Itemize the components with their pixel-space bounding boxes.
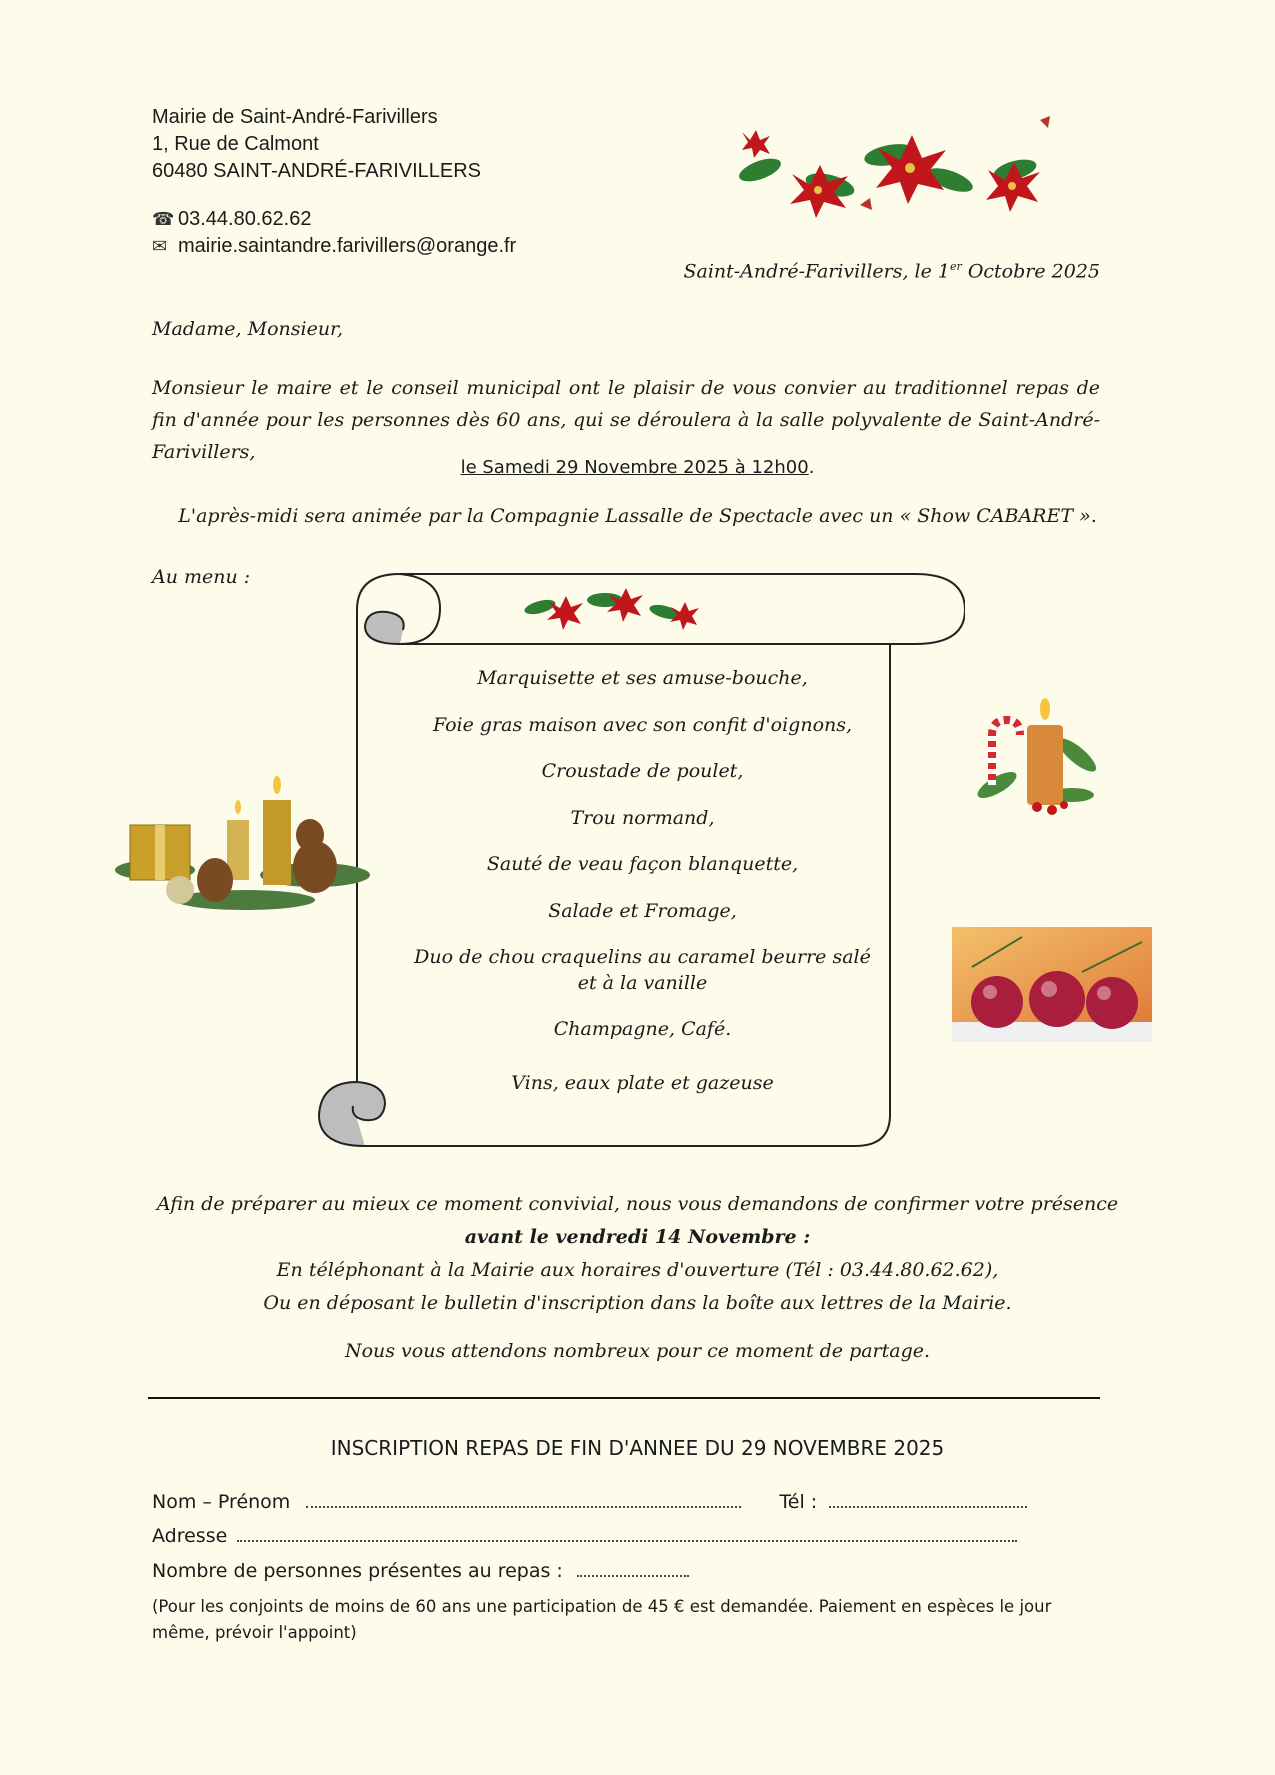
candle-candycane-image — [972, 695, 1107, 820]
sender-name: Mairie de Saint-André-Farivillers — [152, 106, 438, 128]
email-address: mairie.saintandre.farivillers@orange.fr — [178, 235, 517, 257]
sender-city: 60480 SAINT-ANDRÉ-FARIVILLERS — [152, 160, 482, 182]
menu-item: Foie gras maison avec son confit d'oignons, — [432, 713, 853, 736]
menu-item: Trou normand, — [570, 806, 715, 829]
form-title: INSCRIPTION REPAS DE FIN D'ANNEE DU 29 NOVEMBRE 2025 — [330, 1436, 945, 1460]
email-line — [152, 233, 516, 260]
envelope-icon: ✉ — [152, 236, 168, 256]
sender-street: 1, Rue de Calmont — [152, 133, 319, 155]
menu-item: Duo de chou craquelins au caramel beurre salé et à la vanille — [414, 946, 871, 994]
poinsettia-garland-image — [720, 110, 1070, 235]
menu-item: Croustade de poulet, — [541, 760, 744, 782]
contact-block — [152, 206, 516, 260]
name-field[interactable] — [306, 1492, 741, 1508]
menu-list — [395, 665, 890, 1117]
closing-line: Ou en déposant le bulletin d'inscription dans la boîte aux lettres de la Mairie. — [263, 1292, 1012, 1314]
count-row — [152, 1560, 689, 1582]
address-field[interactable] — [237, 1526, 1017, 1542]
menu-item: Salade et Fromage, — [548, 899, 737, 922]
address-row — [152, 1525, 1017, 1547]
menu-item: Marquisette et ses amuse-bouche, — [477, 667, 808, 689]
menu-item: Sauté de veau façon blanquette, — [486, 853, 799, 875]
red-baubles-image — [952, 927, 1152, 1042]
tel-field[interactable] — [829, 1492, 1027, 1508]
menu-item: Champagne, Café. — [553, 1018, 732, 1040]
divider — [148, 1397, 1100, 1399]
telephone-icon: ☎ — [152, 209, 175, 229]
date-line: Saint-André-Farivillers, le 1er Octobre 2025 — [683, 260, 1100, 283]
count-field[interactable] — [577, 1561, 689, 1577]
salutation: Madame, Monsieur, — [152, 318, 344, 340]
menu-label: Au menu : — [152, 566, 251, 588]
candles-pinecones-image — [115, 775, 375, 925]
address-label: Adresse — [152, 1525, 228, 1547]
participation-note: (Pour les conjoints de moins de 60 ans une participation de 45 € est demandée. Paiement en espèces le jour même, prévoir l'appoint) — [152, 1597, 1052, 1642]
count-label: Nombre de personnes présentes au repas : — [152, 1560, 563, 1582]
closing-line: En téléphonant à la Mairie aux horaires d'ouverture (Tél : 03.44.80.62.62), — [276, 1259, 999, 1281]
animation-line: L'après-midi sera animée par la Compagnie Lassalle de Spectacle avec un « Show CABARET ». — [178, 505, 1097, 527]
name-row — [152, 1491, 1027, 1513]
phone-number: 03.44.80.62.62 — [178, 208, 312, 230]
name-label: Nom – Prénom — [152, 1491, 291, 1513]
closing-line: Afin de préparer au mieux ce moment convivial, nous vous demandons de confirmer votre présence — [156, 1193, 1119, 1215]
tel-label: Tél : — [779, 1491, 818, 1513]
closing-block — [0, 1188, 1275, 1320]
deadline-line: avant le vendredi 14 Novembre : — [464, 1226, 811, 1248]
sender-address — [152, 104, 481, 185]
event-date: le Samedi 29 Novembre 2025 à 12h00. — [460, 457, 815, 478]
closing-sentence: Nous vous attendons nombreux pour ce moment de partage. — [344, 1340, 931, 1362]
menu-item: Vins, eaux plate et gazeuse — [511, 1072, 774, 1094]
invitation-paragraph: Monsieur le maire et le conseil municipal ont le plaisir de vous convier au traditionnel repas de fin d'année pour les personnes dès 60 ans, qui se déroulera à la salle polyvalente de Saint-André-Farivillers, — [152, 377, 1100, 463]
phone-line — [152, 206, 516, 233]
